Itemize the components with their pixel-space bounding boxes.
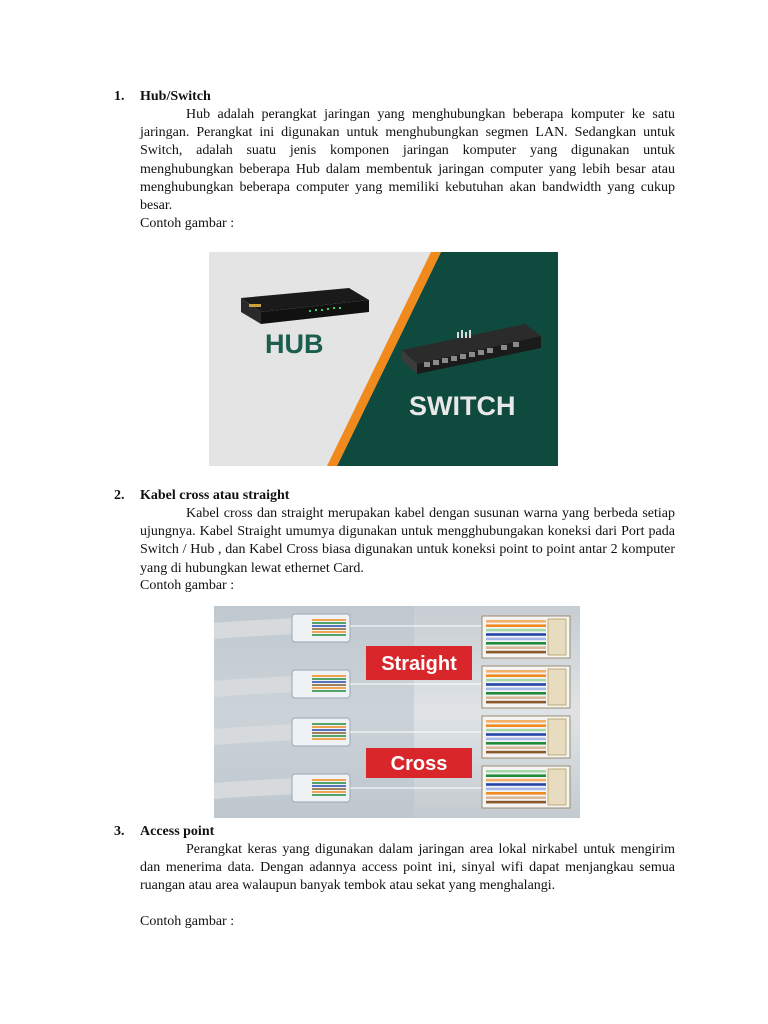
wire-stripe bbox=[486, 701, 546, 704]
section-number: 1. bbox=[114, 89, 125, 104]
wire-stripe bbox=[486, 770, 546, 773]
section-heading-cable bbox=[114, 487, 289, 505]
connector-pins bbox=[548, 619, 566, 655]
wire-stripe bbox=[486, 724, 546, 727]
wire-stripe bbox=[486, 670, 546, 673]
wire-stripe bbox=[486, 633, 546, 636]
connector-pins bbox=[548, 769, 566, 805]
connector-pins bbox=[548, 669, 566, 705]
cross-label: Cross bbox=[390, 753, 448, 775]
section-paragraph-hub-switch bbox=[140, 106, 675, 215]
wire-stripe bbox=[486, 646, 546, 649]
connector-pins bbox=[548, 719, 566, 755]
paragraph-text: Hub adalah perangkat jaringan yang menghubungkan beberapa komputer ke satu jaringan. Perangkat ini digunakan untuk menghubungkan segmen LAN. Sedangkan untuk Switch, adalah suatu jenis komponen jaringan komputer yang digunakan untuk menghubungkan beberapa Hub dalam membentuk jaringan computer yang lebih besar atau menghubungkan beberapa computer yang memiliki kebutuhan akan bandwidth yang cukup besar. bbox=[140, 107, 675, 214]
section-number: 3. bbox=[114, 824, 125, 839]
wire-stripe bbox=[486, 624, 546, 627]
hub-label: HUB bbox=[265, 329, 324, 359]
wire-stripe bbox=[486, 683, 546, 686]
figure-caption: Contoh gambar : bbox=[140, 578, 235, 593]
straight-label: Straight bbox=[381, 653, 457, 675]
wire-stripe bbox=[486, 629, 546, 632]
paragraph-text: Perangkat keras yang digunakan dalam jaringan area lokal nirkabel untuk mengirim dan menerima data. Dengan adannya access point ini, sinyal wifi dapat menjangkau semua ruangan atau area walaupun banyak tembok atau sekat yang menghalangi. bbox=[140, 842, 675, 894]
figure-caption: Contoh gambar : bbox=[140, 216, 235, 231]
wire-stripe bbox=[486, 788, 546, 791]
wire-stripe bbox=[486, 792, 546, 795]
wire-stripe bbox=[486, 679, 546, 682]
wire-stripe bbox=[486, 696, 546, 699]
wire-stripe bbox=[486, 783, 546, 786]
wire-stripe bbox=[486, 738, 546, 741]
wire-stripe bbox=[486, 729, 546, 732]
wire-stripe bbox=[486, 674, 546, 677]
wire-stripe bbox=[486, 746, 546, 749]
section-paragraph-cable bbox=[140, 505, 675, 578]
section-heading-access-point bbox=[114, 823, 214, 841]
wire-stripe bbox=[486, 801, 546, 804]
wire-stripe bbox=[486, 774, 546, 777]
wire-stripe bbox=[486, 796, 546, 799]
section-title: Hub/Switch bbox=[140, 89, 211, 104]
wire-stripe bbox=[486, 779, 546, 782]
section-title: Access point bbox=[140, 824, 215, 839]
wire-stripe bbox=[486, 651, 546, 654]
wire-stripe bbox=[486, 720, 546, 723]
section-number: 2. bbox=[114, 488, 125, 503]
wire-stripe bbox=[486, 733, 546, 736]
switch-label: SWITCH bbox=[409, 391, 516, 421]
wire-stripe bbox=[486, 638, 546, 641]
wire-stripe bbox=[486, 620, 546, 623]
wire-stripe bbox=[486, 742, 546, 745]
wire-stripe bbox=[486, 692, 546, 695]
hub-switch-image bbox=[209, 252, 558, 466]
section-heading-hub-switch bbox=[114, 88, 211, 106]
paragraph-text: Kabel cross dan straight merupakan kabel dengan susunan warna yang berbeda setiap ujungnya. Kabel Straight umumya digunakan untuk mengghubungakan koneksi dari Port pada Switch / Hub , dan Kabel Cross biasa digunakan untuk koneksi point to point antar 2 komputer yang di hubungkan lewat ethernet Card. bbox=[140, 506, 675, 576]
section-title: Kabel cross atau straight bbox=[140, 488, 290, 503]
wire-stripe bbox=[486, 642, 546, 645]
wire-stripe bbox=[486, 751, 546, 754]
section-paragraph-access-point bbox=[140, 841, 675, 896]
cable-image bbox=[214, 606, 580, 818]
figure-caption: Contoh gambar : bbox=[140, 914, 235, 929]
wire-stripe bbox=[486, 688, 546, 691]
